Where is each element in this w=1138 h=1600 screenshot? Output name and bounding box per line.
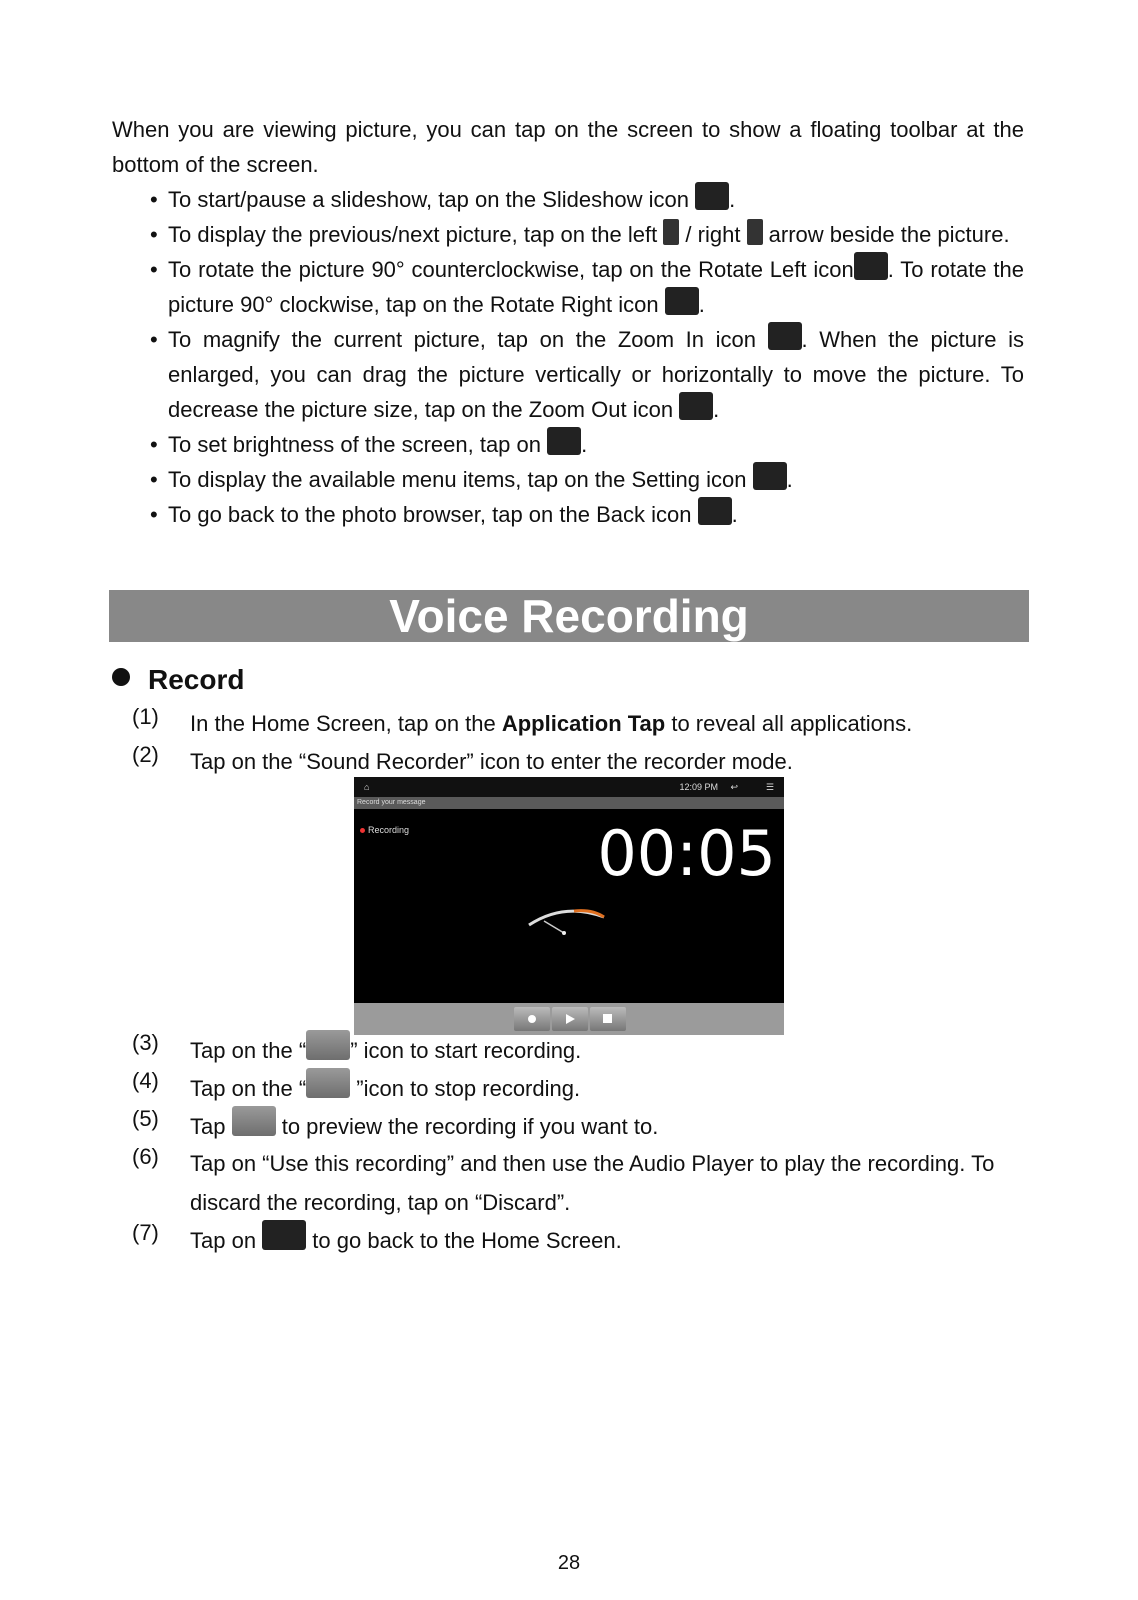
- bullet-text: To start/pause a slideshow, tap on the Slideshow icon: [168, 187, 696, 212]
- step-text: [190, 1106, 1032, 1146]
- bullet-text: To go back to the photo browser, tap on the Back icon: [168, 502, 698, 527]
- bullet-setting: • To display the available menu items, tap on the Setting icon .: [112, 462, 1024, 497]
- rotate-right-icon: [665, 287, 699, 315]
- left-arrow-icon: [663, 219, 679, 245]
- step-number: (5): [132, 1106, 159, 1131]
- step-text: [190, 1068, 1032, 1108]
- step-text-pre: Tap on the “: [190, 1076, 307, 1101]
- bullet-text: To set brightness of the screen, tap on: [168, 432, 548, 457]
- bullet-text-mid: / right: [679, 222, 747, 247]
- bullet-text: To magnify the current picture, tap on the Zoom In icon: [168, 327, 768, 352]
- record-control-button[interactable]: [514, 1007, 550, 1031]
- recording-dot-icon: [360, 828, 365, 833]
- menu-icon: ☰: [765, 782, 774, 792]
- bullet-text: To display the previous/next picture, tap on the left: [168, 222, 664, 247]
- home-icon: ⌂: [364, 782, 370, 792]
- step-text-pre: Tap: [190, 1114, 232, 1139]
- bullet-text-end: .: [786, 467, 793, 492]
- step-text-post: ”icon to stop recording.: [350, 1076, 581, 1101]
- step-text-pre: Tap on: [190, 1228, 263, 1253]
- right-arrow-icon: [747, 219, 763, 245]
- step-text-post: to preview the recording if you want to.: [275, 1114, 659, 1139]
- step-text-bold: Application Tap: [501, 711, 666, 736]
- bullet-dot-icon: [112, 668, 130, 686]
- bullet-text-end: .: [731, 502, 738, 527]
- record-button-icon: [306, 1030, 350, 1060]
- intro-paragraph: When you are viewing picture, you can tap on the screen to show a floating toolbar at the bottom of the screen.: [112, 117, 1024, 177]
- step-number: (1): [132, 704, 159, 729]
- toolbar-bullet-list: [112, 182, 1024, 532]
- record-heading-text: Record: [148, 664, 245, 695]
- stop-button-icon: [306, 1068, 350, 1098]
- back-arrow-icon: [262, 1220, 306, 1250]
- rotate-left-icon: [854, 252, 888, 280]
- zoom-in-icon: [768, 322, 802, 350]
- bullet-text-end: .: [713, 397, 720, 422]
- bullet-slideshow: • To start/pause a slideshow, tap on the Slideshow icon .: [112, 182, 1024, 217]
- step-text: Tap on the “Sound Recorder” icon to enter the recorder mode.: [190, 749, 793, 774]
- bullet-text-mid: . When the picture is enlarged, you can drag the picture vertically or horizontally to move the picture. To decrease the picture size, tap on the Zoom Out icon: [168, 327, 1024, 422]
- back-arrow-small-icon: ↩: [730, 782, 738, 792]
- zoom-out-icon: [679, 392, 713, 420]
- bullet-text-end: arrow beside the picture.: [762, 222, 1010, 247]
- recording-status: [360, 825, 409, 835]
- step-text: [190, 1030, 1032, 1070]
- bullet-text: To display the available menu items, tap on the Setting icon: [168, 467, 753, 492]
- slideshow-icon: [695, 182, 729, 210]
- play-control-button[interactable]: [552, 1007, 588, 1031]
- bullet-text-end: .: [581, 432, 588, 457]
- bullet-text: To rotate the picture 90° counterclockwise, tap on the Rotate Left icon: [168, 257, 854, 282]
- step-text: [190, 704, 1032, 743]
- step-number: (6): [132, 1144, 159, 1169]
- brightness-icon: [547, 427, 581, 455]
- bullet-rotate: • To rotate the picture 90° counterclockwise, tap on the Rotate Left icon . To rotate the picture 90° clockwise, tap on the Rotate Right icon .: [112, 252, 1024, 322]
- recorder-subtitle: Record your message: [354, 797, 784, 809]
- level-meter-icon: [524, 897, 614, 937]
- step-text: Tap on “Use this recording” and then use the Audio Player to play the recording. To discard the recording, tap on “Discard”.: [190, 1151, 995, 1215]
- record-heading: [112, 664, 244, 696]
- step-number: (7): [132, 1220, 159, 1245]
- bullet-prev-next: • To display the previous/next picture, tap on the left / right arrow beside the picture.: [112, 217, 1024, 252]
- step-number: (2): [132, 742, 159, 767]
- recording-label: Recording: [368, 825, 410, 835]
- bullet-back: • To go back to the photo browser, tap on the Back icon .: [112, 497, 1024, 532]
- bullet-text-end: .: [698, 292, 705, 317]
- bullet-zoom: • To magnify the current picture, tap on the Zoom In icon . When the picture is enlarged, you can drag the picture vertically or horizontally to move the picture. To decrease the picture size, tap on the Zoom Out icon .: [112, 322, 1024, 427]
- step-text-pre: Tap on the “: [190, 1038, 307, 1063]
- section-banner: Voice Recording: [109, 590, 1029, 642]
- page-number: 28: [557, 1552, 581, 1574]
- recording-timer: 00:05: [597, 817, 776, 890]
- bullet-text-end: .: [729, 187, 736, 212]
- bullet-brightness: • To set brightness of the screen, tap on .: [112, 427, 1024, 462]
- status-time: 12:09 PM: [679, 782, 718, 792]
- stop-control-button[interactable]: [590, 1007, 626, 1031]
- recorder-controls: [354, 1003, 784, 1035]
- play-button-icon: [232, 1106, 276, 1136]
- status-bar: [354, 777, 784, 797]
- recorder-screenshot: [354, 777, 784, 1035]
- step-text-post: to go back to the Home Screen.: [306, 1228, 622, 1253]
- step-text-post: ” icon to start recording.: [350, 1038, 582, 1063]
- step-text-pre: In the Home Screen, tap on the: [190, 711, 502, 736]
- back-icon: [698, 497, 732, 525]
- bullet-text-mid: . To rotate the picture 90° clockwise, tap on the Rotate Right icon: [168, 257, 1024, 317]
- setting-icon: [753, 462, 787, 490]
- step-text-post: to reveal all applications.: [665, 711, 913, 736]
- step-number: (4): [132, 1068, 159, 1093]
- step-number: (3): [132, 1030, 159, 1055]
- step-text: [190, 1220, 1032, 1260]
